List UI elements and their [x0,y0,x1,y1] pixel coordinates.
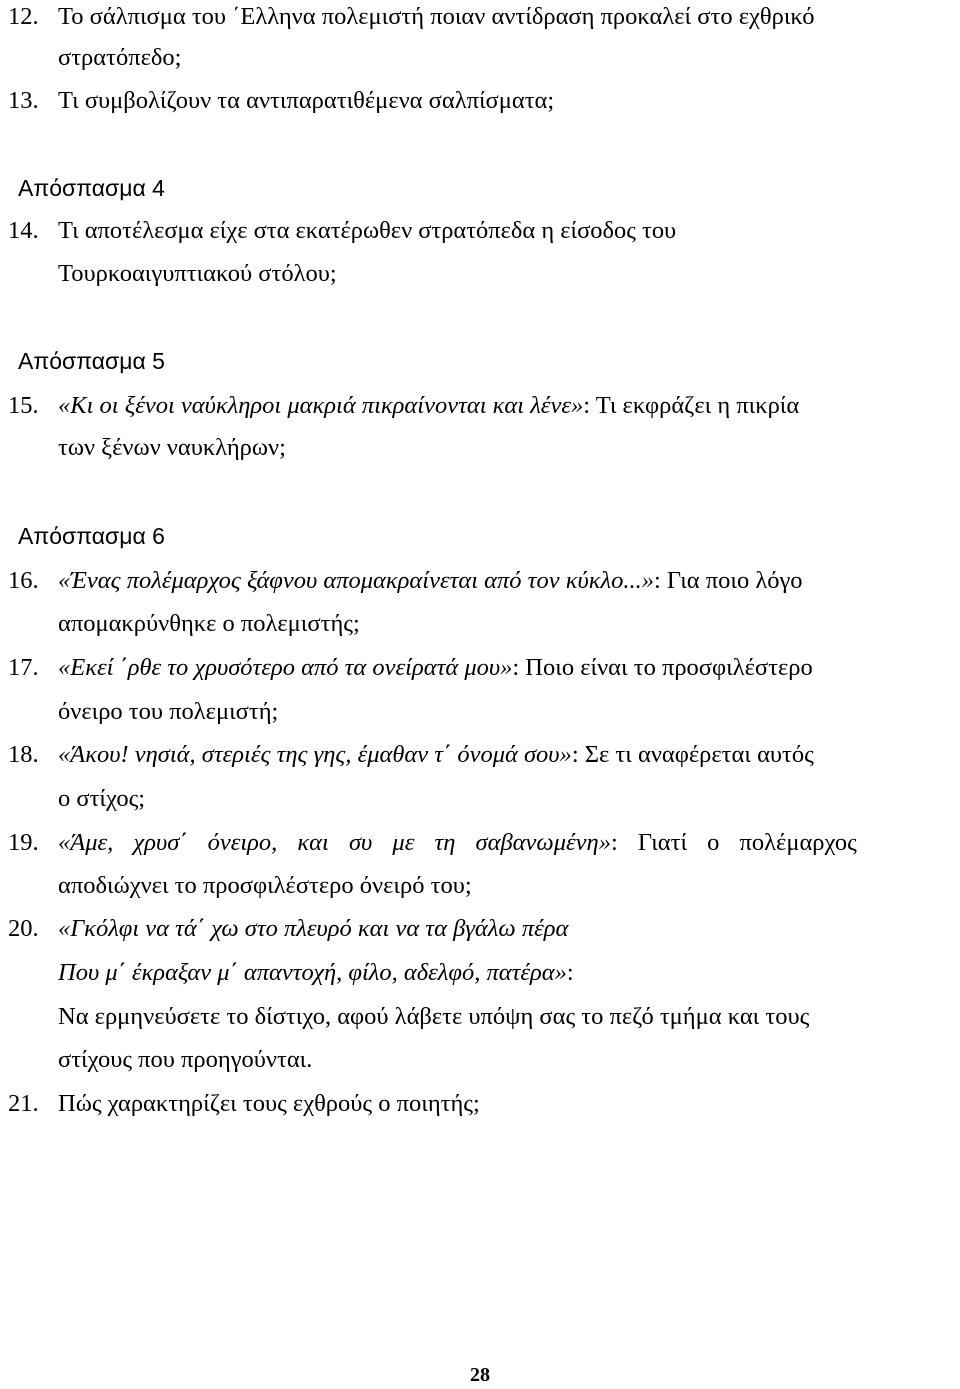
question-number: 21. [8,1090,39,1117]
question-number: 16. [8,567,39,594]
question-text: Να ερμηνεύσετε το δίστιχο, αφού λάβετε υπόψη σας το πεζό τμήμα και τους [58,1003,810,1030]
question-text: Τι αποτέλεσμα είχε στα εκατέρωθεν στρατόπεδα η είσοδος του [58,217,677,244]
question-number: 20. [8,915,39,942]
question-text: στίχους που προηγούνται. [58,1046,313,1073]
quote-text: «Ένας πολέμαρχος ξάφνου απομακραίνεται από τον κύκλο...» [58,567,654,594]
question-text: των ξένων ναυκλήρων; [58,434,286,461]
question-text: όνειρο του πολεμιστή; [58,698,279,725]
question-text: Πώς χαρακτηρίζει τους εχθρούς ο ποιητής; [58,1090,480,1117]
question-text: : Σε τι αναφέρεται αυτός [571,741,814,768]
question-number: 14. [8,217,39,244]
question-text: Τουρκοαιγυπτιακού στόλου; [58,260,337,287]
question-text: αποδιώχνει το προσφιλέστερο όνειρό του; [58,872,472,899]
excerpt-heading-5: Απόσπασμα 5 [18,348,165,374]
question-text: : Τι εκφράζει η πικρία [583,392,800,419]
quote-text: «Κι οι ξένοι ναύκληροι μακριά πικραίνονται και λένε» [58,392,584,419]
quote-text: «Εκεί ΄ρθε το χρυσότερο από τα ονείρατά μου» [58,654,513,681]
excerpt-heading-6: Απόσπασμα 6 [18,523,165,549]
question-text: : Για ποιο λόγο [653,567,803,594]
quote-text: «Γκόλφι να τά΄ χω στο πλευρό και να τα βγάλω πέρα [58,915,569,942]
page-number: 28 [470,1364,490,1386]
question-text: ο στίχος; [58,785,146,812]
question-text: Τι συμβολίζουν τα αντιπαρατιθέμενα σαλπίσματα; [58,87,555,114]
question-number: 13. [8,87,39,114]
question-text: Το σάλπισμα του ΄Ελληνα πολεμιστή ποιαν αντίδραση προκαλεί στο εχθρικό [58,3,815,30]
quote-text: «Άμε, χρυσ΄ όνειρο, και συ με τη σαβανωμένη» [58,829,611,856]
question-text: : Ποιο είναι το προσφιλέστερο [512,654,813,681]
question-text: απομακρύνθηκε ο πολεμιστής; [58,610,360,637]
question-number: 15. [8,392,39,419]
question-text: στρατόπεδο; [58,44,182,71]
quote-text: «Άκου! νησιά, στεριές της γης, έμαθαν τ΄ όνομά σου» [58,741,572,768]
question-number: 12. [8,3,39,30]
question-text: : Γιατί ο πολέμαρχος [610,829,857,856]
quote-text: Που μ΄ έκραξαν μ΄ απαντοχή, φίλο, αδελφό, πατέρα» [58,959,567,986]
question-number: 17. [8,654,39,681]
question-colon: : [566,959,574,986]
question-number: 18. [8,741,39,768]
question-number: 19. [8,829,39,856]
excerpt-heading-4: Απόσπασμα 4 [18,175,165,201]
